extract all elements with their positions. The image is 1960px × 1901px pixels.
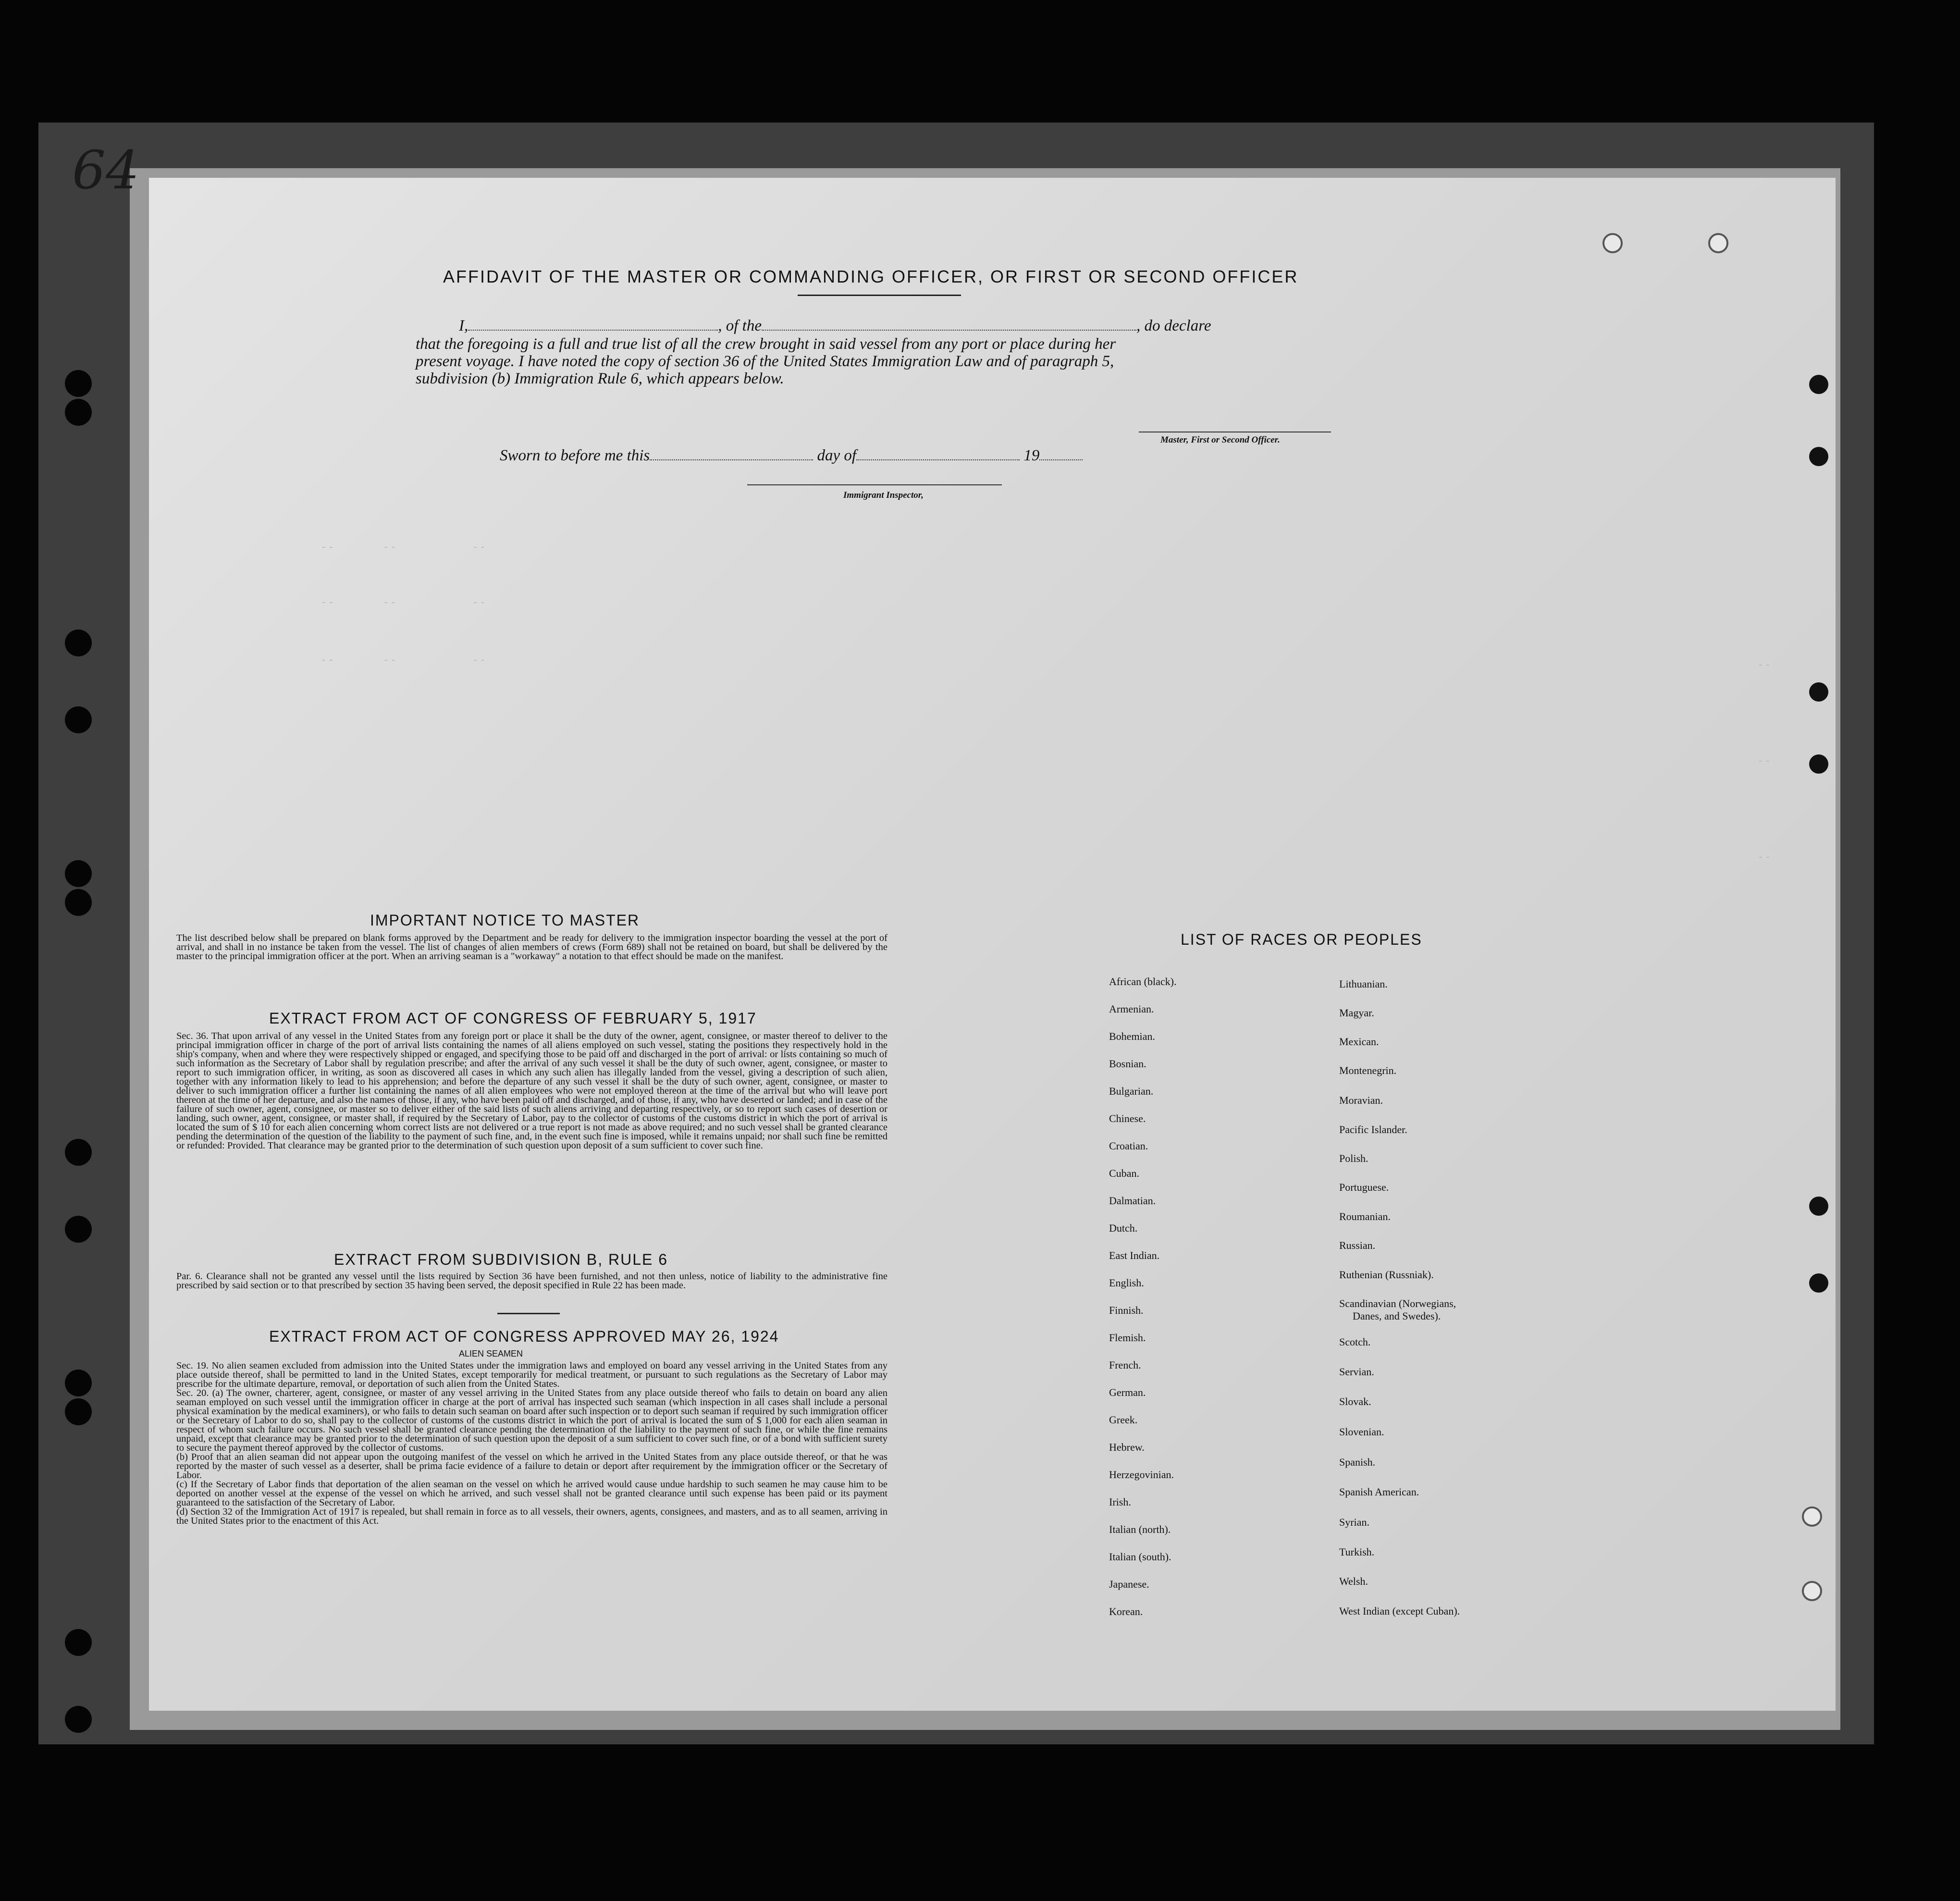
alien-seamen-subheading: ALIEN SEAMEN [459,1349,523,1358]
sec-20-text: Sec. 20. (a) The owner, charterer, agent, consignee, or master of any vessel arriving in the United States from any place outside thereof who fails to detain on board any alien seaman employed on such vessel until the immigration officer in charge at the port of arrival has inspected such seaman (which inspection in all cases shall include a personal physical examination by the medical examiners), or who fails to detain such seaman on board after such inspection or to deport such seaman if required by such immigration officer or the Secretary of Labor to do so, shall pay to the collector of customs of the customs district in which the port of arrival is located the sum of $ 1,000 for each alien seaman in respect of whom such failure occurs. No such vessel shall be granted clearance pending the determination of the liability to the payment of such fine, or while the fine remains unpaid, except that clearance may be granted prior to the determination of such question upon the deposit of a sum sufficient to cover such fine, or of a bond with sufficient surety to secure the payment thereof approved by the collector of customs. [176,1388,888,1453]
race-item: Armenian. [1109,1003,1154,1015]
race-item: Scandinavian (Norwegians, [1339,1297,1456,1309]
race-item: Herzegovinian. [1109,1469,1174,1481]
binder-hole [65,706,92,733]
affidavit-line-1: I, , of the , do declare [459,317,1211,334]
race-item: Slovenian. [1339,1426,1384,1438]
bleed-through-marks: -- [1759,851,1774,863]
sworn-day-blank[interactable] [650,459,813,460]
race-item: Turkish. [1339,1546,1375,1558]
race-item: Russian. [1339,1239,1376,1251]
master-signature-label: Master, First or Second Officer. [1160,435,1280,445]
race-item: Scotch. [1339,1336,1371,1348]
race-item: Flemish. [1109,1332,1146,1344]
binder-hole [65,630,92,656]
race-item: Polish. [1339,1152,1368,1164]
race-item: English. [1109,1277,1144,1289]
race-item: Pacific Islander. [1339,1123,1407,1136]
binder-hole [65,399,92,426]
binder-hole [65,1629,92,1656]
race-item: Italian (north). [1109,1523,1171,1535]
race-item: Moravian. [1339,1094,1383,1106]
sworn-month-blank[interactable] [856,459,1020,460]
punch-ring [1603,233,1623,253]
races-heading: LIST OF RACES OR PEOPLES [1181,931,1422,948]
extract-1924-text [176,1361,888,1526]
binder-hole [65,889,92,916]
race-item: Finnish. [1109,1304,1144,1316]
race-item: Mexican. [1339,1036,1379,1048]
form-page [149,178,1836,1711]
race-item: East Indian. [1109,1249,1160,1261]
bleed-through-marks: -- -- -- [322,654,488,666]
notice-text: The list described below shall be prepared on blank forms approved by the Department and be ready for delivery to the immigration inspector boarding the vessel at the port of arrival, and shall in no instance be taken from the vessel. The list of changes of alien members of crews (Form 689) shall not be retained on board, but shall be delivered by the master to the principal immigration officer at the port. When an arriving seaman is a "workaway" a notation to that effect should be made on the manifest. [176,933,888,962]
race-item: Italian (south). [1109,1551,1171,1563]
binder-hole [65,1139,92,1166]
affidavit-line-4: subdivision (b) Immigration Rule 6, which appears below. [416,370,784,387]
affidavit-line-2: that the foregoing is a full and true list of all the crew brought in said vessel from any port or place during her [416,335,1116,353]
extract-1924-heading: EXTRACT FROM ACT OF CONGRESS APPROVED MAY 26, 1924 [269,1328,779,1345]
punch-hole [1809,1273,1828,1293]
race-item: Chinese. [1109,1112,1146,1124]
rule6-heading: EXTRACT FROM SUBDIVISION B, RULE 6 [334,1251,668,1268]
binder-hole [65,1706,92,1733]
punch-hole [1809,447,1828,466]
inspector-label: Immigrant Inspector, [843,490,924,500]
extract-1917-heading: EXTRACT FROM ACT OF CONGRESS OF FEBRUARY 5, 1917 [269,1010,757,1027]
race-item: Cuban. [1109,1167,1139,1179]
bleed-through-marks: -- -- -- [322,541,488,553]
race-item: Hebrew. [1109,1441,1145,1453]
punch-ring [1802,1581,1822,1601]
affidavit-line-3: present voyage. I have noted the copy of section 36 of the United States Immigration Law and of paragraph 5, [416,353,1114,370]
race-item: Roumanian. [1339,1210,1391,1222]
race-item: West Indian (except Cuban). [1339,1605,1460,1617]
punch-hole [1809,1197,1828,1216]
bleed-through-marks: -- [1759,658,1774,670]
sec-19-text: Sec. 19. No alien seamen excluded from admission into the United States under the immigration laws and employed on board any vessel arriving in the United States from any place outside thereof, shall be permitted to land in the United States, except temporarily for medical treatment, or pursuant to such regulations as the Secretary of Labor may prescribe for the ultimate departure, removal, or deportation of such alien from the United States. [176,1360,888,1389]
title-rule [798,295,961,296]
race-item: Portuguese. [1339,1181,1389,1193]
race-item: African (black). [1109,975,1177,988]
handwritten-page-number: 64 [72,139,139,201]
race-item: Ruthenian (Russniak). [1339,1269,1434,1281]
affidavit-title: AFFIDAVIT OF THE MASTER OR COMMANDING OFFICER, OR FIRST OR SECOND OFFICER [443,267,1299,286]
punch-hole [1809,682,1828,702]
binder-hole [65,860,92,887]
race-item: Japanese. [1109,1578,1149,1590]
race-item: Danes, and Swedes). [1353,1310,1441,1322]
inspector-signature-line[interactable] [747,484,1002,485]
binder-hole [65,1216,92,1243]
rule6-text: Par. 6. Clearance shall not be granted any vessel until the lists required by Section 36 have been furnished, and not then unless, notice of liability to the administrative fine prescribed by said section or to that prescribed by section 35 having been served, the deposit specified in Rule 22 has been made. [176,1271,888,1291]
sworn-year-blank[interactable] [1039,459,1083,460]
race-item: Bosnian. [1109,1058,1146,1070]
punch-hole [1809,375,1828,394]
race-item: Montenegrin. [1339,1064,1397,1076]
sec-20c-text: (c) If the Secretary of Labor finds that deportation of the alien seaman on the vessel on which he arrived would cause undue hardship to such seamen he may cause him to be deported on another vessel at the expense of the vessel on which he arrived, and such vessel shall not be granted clearance until such expense has been paid or its payment guaranteed to the satisfaction of the Secretary of Labor. [176,1479,888,1508]
sec-20b-text: (b) Proof that an alien seaman did not appear upon the outgoing manifest of the vessel on which he arrived in the United States from any place outside thereof, or that he was reported by the master of such vessel as a deserter, shall be prima facie evidence of a failure to detain or deport after requirement by the immigration officer or the Secretary of Labor. [176,1452,888,1481]
punch-ring [1708,233,1728,253]
race-item: Spanish American. [1339,1486,1419,1498]
race-item: Croatian. [1109,1140,1148,1152]
race-item: Slovak. [1339,1395,1371,1407]
binder-hole [65,1370,92,1396]
race-item: Korean. [1109,1605,1143,1617]
binder-hole [65,370,92,397]
race-item: Greek. [1109,1414,1138,1426]
race-item: Spanish. [1339,1456,1376,1468]
race-item: French. [1109,1359,1141,1371]
punch-ring [1802,1506,1822,1527]
sworn-line: Sworn to before me this day of 19 [500,447,1083,465]
binder-hole [65,1398,92,1425]
name-blank[interactable] [468,330,718,331]
race-item: Magyar. [1339,1007,1374,1019]
race-item: Irish. [1109,1496,1131,1508]
sec-20d-text: (d) Section 32 of the Immigration Act of 1917 is repealed, but shall remain in force as to all vessels, their owners, agents, consignees, and masters, and as to all seamen, arriving in the United States prior to the enactment of this Act. [176,1506,888,1526]
race-item: Syrian. [1339,1516,1369,1528]
race-item: Dutch. [1109,1222,1138,1234]
race-item: Welsh. [1339,1575,1368,1587]
race-item: Bulgarian. [1109,1085,1154,1097]
section-rule [497,1313,560,1314]
race-item: German. [1109,1386,1146,1398]
race-item: Servian. [1339,1366,1374,1378]
race-item: Lithuanian. [1339,978,1388,990]
vessel-blank[interactable] [762,330,1136,331]
bleed-through-marks: -- [1759,754,1774,766]
notice-heading: IMPORTANT NOTICE TO MASTER [370,912,640,929]
race-item: Dalmatian. [1109,1195,1156,1207]
bleed-through-marks: -- -- -- [322,596,488,608]
extract-1917-text: Sec. 36. That upon arrival of any vessel in the United States from any foreign port or place it shall be the duty of the owner, agent, consignee, or master thereof to deliver to the principal immigration officer in charge of the port of arrival lists containing the names of all aliens employed on such vessel, stating the positions they respectively hold in the ship's company, when and where they were respectively shipped or engaged, and specifying those to be paid off and discharged in the port of arrival: or lists containing so much of such information as the Secretary of Labor shall by regulation prescribe; and after the arrival of any such vessel it shall be the duty of such owner, agent, consignee, or master to report to such immigration officer, in writing, as soon as discovered all cases in which any such alien has illegally landed from the vessel, giving a description of such alien, together with any information likely to lead to his apprehension; and before the departure of any such vessel it shall be the duty of such owner, agent, consignee, or master to deliver to such immigration officer a further list containing the names of all alien employees who were not employed thereon at the time of the arrival but who will leave port thereon at the time of her departure, and also the names of those, if any, who have been paid off and discharged, and of those, if any, who have deserted or landed; and in case of the failure of such owner, agent, consignee, or master so to deliver either of the said lists of such aliens arriving and departing respectively, or so to report such cases of desertion or landing, such owner, agent, consignee, or master shall, if required by the Secretary of Labor, pay to the collector of customs of the customs district in which the port of arrival is located the sum of $ 10 for each alien concerning whom correct lists are not delivered or a true report is not made as above required; and no such vessel shall be granted clearance pending the determination of the question of the liability to the payment of such fine, and, in the event such fine is imposed, while it remains unpaid; nor shall such fine be remitted or refunded: Provided. That clearance may be granted prior to the determination of such question upon deposit of a sum sufficient to cover such fine. [176,1031,888,1151]
punch-hole [1809,754,1828,774]
race-item: Bohemian. [1109,1030,1155,1042]
